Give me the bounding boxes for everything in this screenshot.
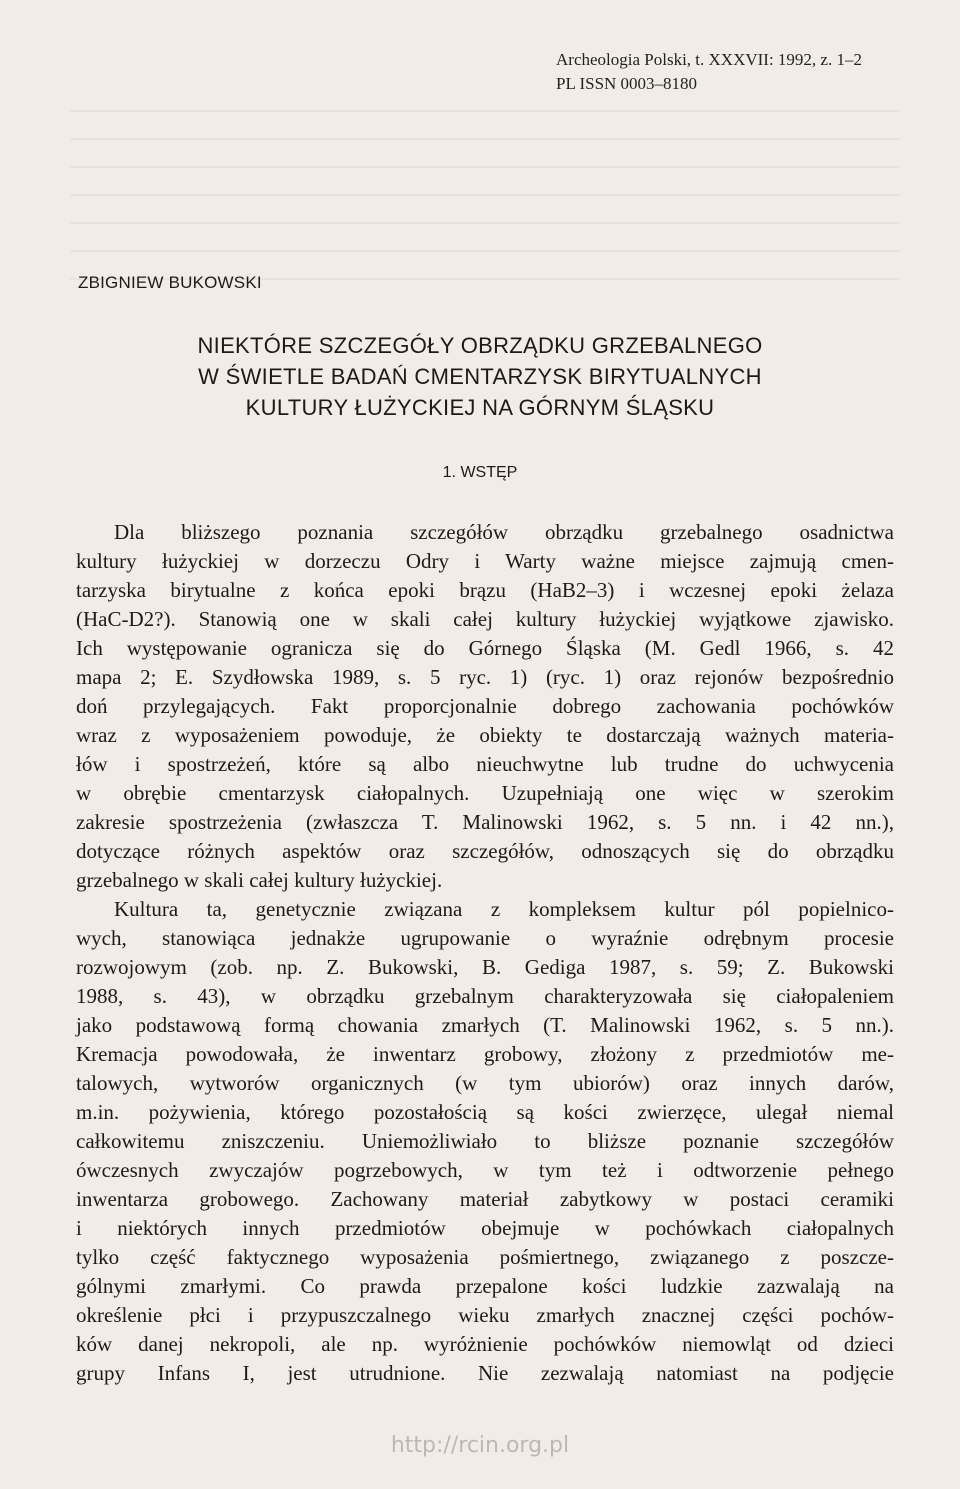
body-line: gólnymi zmarłymi. Co prawda przepalone kości ludzkie zazwalają na [76, 1274, 894, 1298]
author-name: ZBIGNIEW BUKOWSKI [78, 273, 262, 292]
article-title [130, 330, 830, 423]
footer-watermark-url: http://rcin.org.pl [390, 1433, 570, 1458]
body-line: całkowitemu zniszczeniu. Uniemożliwiało to bliższe poznanie szczegółów [76, 1129, 894, 1153]
body-line: Kultura ta, genetycznie związana z kompleksem kultur pól popielnico- [114, 897, 894, 921]
body-line: inwentarza grobowego. Zachowany materiał zabytkowy w postaci ceramiki [76, 1187, 894, 1211]
body-line: (HaC-D2?). Stanowią one w skali całej kultury łużyckiej wyjątkowe zjawisko. [76, 607, 894, 631]
body-line: doń przylegających. Fakt proporcjonalnie dobrego zachowania pochówków [76, 694, 894, 718]
body-line: rozwojowym (zob. np. Z. Bukowski, B. Gediga 1987, s. 59; Z. Bukowski [76, 955, 894, 979]
body-line: kultury łużyckiej w dorzeczu Odry i Warty ważne miejsce zajmują cmen- [76, 549, 894, 573]
body-line: dotyczące różnych aspektów oraz szczegółów, odnoszących się do obrządku [76, 839, 894, 863]
journal-header [556, 48, 916, 96]
body-line: Kremacja powodowała, że inwentarz grobowy, złożony z przedmiotów me- [76, 1042, 894, 1066]
title-line: W ŚWIETLE BADAŃ CMENTARZYSK BIRYTUALNYCH [198, 364, 762, 389]
body-line: określenie płci i przypuszczalnego wieku zmarłych znacznej części pochów- [76, 1303, 894, 1327]
body-line: 1988, s. 43), w obrządku grzebalnym charakteryzowała się ciałopaleniem [76, 984, 894, 1008]
body-line: jako podstawową formą chowania zmarłych (T. Malinowski 1962, s. 5 nn.). [76, 1013, 894, 1037]
body-line: tarzyska birytualne z końca epoki brązu (HaB2–3) i wczesnej epoki żelaza [76, 578, 894, 602]
body-line: Dla bliższego poznania szczegółów obrządku grzebalnego osadnictwa [114, 520, 894, 544]
body-line: zakresie spostrzeżenia (zwłaszcza T. Malinowski 1962, s. 5 nn. i 42 nn.), [76, 810, 894, 834]
body-line: w obrębie cmentarzysk ciałopalnych. Uzupełniają one więc w szerokim [76, 781, 894, 805]
body-line: ówczesnych zwyczajów pogrzebowych, w tym też i odtworzenie pełnego [76, 1158, 894, 1182]
body-line: grupy Infans I, jest utrudnione. Nie zezwalają natomiast na podjęcie [76, 1361, 894, 1385]
journal-citation: Archeologia Polski, t. XXXVII: 1992, z. 1–2 [556, 50, 862, 69]
body-line: tylko część faktycznego wyposażenia pośmiertnego, związanego z poszcze- [76, 1245, 894, 1269]
body-line: wraz z wyposażeniem powoduje, że obiekty te dostarczają ważnych materia- [76, 723, 894, 747]
body-text [76, 518, 894, 1388]
body-line: wych, stanowiąca jednakże ugrupowanie o wyraźnie odrębnym procesie [76, 926, 894, 950]
body-line: m.in. pożywienia, którego pozostałością są kości zwierzęce, ulegał niemal [76, 1100, 894, 1124]
title-line: KULTURY ŁUŻYCKIEJ NA GÓRNYM ŚLĄSKU [245, 395, 715, 420]
body-line: talowych, wytworów organicznych (w tym ubiorów) oraz innych darów, [76, 1071, 894, 1095]
body-line: grzebalnego w skali całej kultury łużyckiej. [76, 868, 443, 892]
journal-issn: PL ISSN 0003–8180 [556, 74, 698, 93]
body-line: ków danej nekropoli, ale np. wyróżnienie pochówków niemowląt od dzieci [76, 1332, 894, 1356]
title-line: NIEKTÓRE SZCZEGÓŁY OBRZĄDKU GRZEBALNEGO [197, 333, 763, 358]
bleed-through-texture [70, 100, 900, 280]
body-line: mapa 2; E. Szydłowska 1989, s. 5 ryc. 1) (ryc. 1) oraz rejonów bezpośrednio [76, 665, 894, 689]
body-line: Ich występowanie ogranicza się do Górnego Śląska (M. Gedl 1966, s. 42 [76, 636, 894, 660]
body-line: łów i spostrzeżeń, które są albo nieuchwytne lub trudne do uchwycenia [76, 752, 894, 776]
body-line: i niektórych innych przedmiotów obejmuje w pochówkach ciałopalnych [76, 1216, 894, 1240]
section-heading: 1. WSTĘP [442, 464, 518, 481]
